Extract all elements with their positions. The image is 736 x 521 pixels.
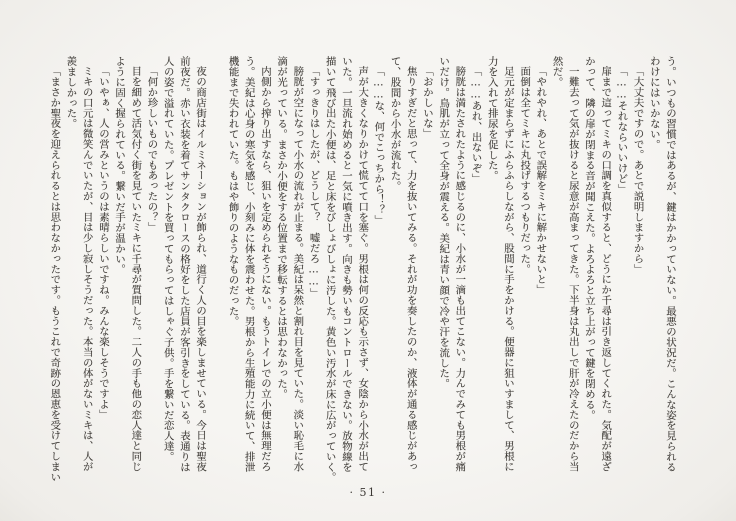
text-column: 膀胱が空になって小水の流れが止まる。美紀は呆然と割れ目を見ていた。淡い恥毛に水 bbox=[291, 66, 304, 472]
text-column: 内側から搾り出すなら、狙いを定められそうにない。もうトイレでの立小便は無理だろ bbox=[258, 66, 271, 472]
text-column: 「大丈夫ですので。あとで説明しますから」 bbox=[631, 66, 644, 275]
text-column: 「おかしいな」 bbox=[420, 66, 433, 140]
text-column: 機能まで失われていた。もはや飾りのようなものだった。 bbox=[226, 56, 239, 327]
text-column: 目を細めて活気付く街を見ていたミキに千尋が質問した。二人の手も他の恋人達と同じ bbox=[129, 66, 142, 472]
text-column: 「何か珍しいものでもあったの？」 bbox=[145, 66, 158, 233]
text-column: 「……それならいいけど」 bbox=[615, 66, 628, 195]
text-column: て、股間から小水が流れた。 bbox=[388, 56, 401, 192]
text-column: う。いつもの習慣ではあるが、鍵はかかっていない。最悪の状況だ。こんな姿を見られる bbox=[664, 56, 676, 472]
text-column: 「すっきりはしたが、どうして？ 嘘だろ……」 bbox=[307, 66, 320, 299]
text-column: 一難去って気が抜けると尿意が高まってきた。下半身は丸出しで肝が冷えたのだから当 bbox=[566, 66, 579, 472]
text-column: う。美紀は心身の寒気を感じ、小刻みに体を震わせた。男根から生殖能力に続いて、排泄 bbox=[242, 56, 255, 472]
text-column: 人の姿で溢れていた。プレゼントを買ってもらってはしゃぐ子供。手を繋いだ恋人達。 bbox=[161, 56, 174, 462]
text-column: 膀胱は満たされたように感じるのに、小水が一滴も出てこない。力んでみても男根が痛 bbox=[453, 66, 466, 472]
text-column: 滴が光っている。まさか小便をする位置まで移転するとは思わなかった。 bbox=[275, 56, 288, 400]
text-column: 描いて飛び出た小便は、足と床をびしょびしょに汚した。黄色い汚水が床に広がっていく。 bbox=[323, 56, 336, 483]
text-column: 面倒は全てミキに丸投げするつもりだった。 bbox=[518, 66, 531, 275]
text-column: わけにはいかない。 bbox=[647, 56, 660, 150]
text-column: 「……な、何でこっちから！？」 bbox=[372, 66, 385, 226]
text-column: 足元が定まらずにふらふらしながら、股間に手をかける。便器に狙いすまして、男根に bbox=[501, 66, 514, 472]
text-column: 「……あれ、出ないぞ」 bbox=[469, 66, 482, 184]
text-column: 扉まで這ってミキの口調を真似すると、どうにか千尋は引き返してくれた。気配が遠ざ bbox=[599, 66, 612, 472]
text-column: 「やれやれ、あとで誤解をミキに解かせないと」 bbox=[534, 66, 547, 296]
text-column: 「いやぁ、人の営みというのは素晴らしいですね。みんな楽しそうですよ」 bbox=[96, 66, 109, 420]
text-column: ミキの口元は微笑んでいたが、目は少し寂しそうだった。本当の体がないミキは、人が bbox=[80, 66, 93, 472]
text-column: かって、隣の扉が閉まる音が聞こえた。よろよろと立ち上がって鍵を閉める。 bbox=[582, 56, 595, 420]
text-column: いた。一旦流れ始めると一気に噴き出す。向きも勢いもコントロールできない。放物線を bbox=[339, 56, 352, 472]
text-column: 夜の商店街はイルミネーションが飾られ、道行く人の目を楽しませている。今日は聖夜 bbox=[194, 66, 207, 472]
text-column: 「まさか聖夜を迎えられるとは思わなかったです。もうこれで奇跡の恩恵を受けてしまい bbox=[48, 66, 61, 483]
text-columns bbox=[46, 56, 678, 483]
text-column: ように固く握られている。繋いだ手が温かい。 bbox=[113, 56, 126, 275]
text-column: 焦りすぎだと思って、力を抜いてみる。それが功を奏したのか、液体が通る感じがあっ bbox=[404, 66, 417, 472]
text-column: 羨ましかった。 bbox=[64, 56, 77, 129]
text-column: 然だ。 bbox=[550, 56, 563, 88]
text-column: 力を入れて排尿を促した。 bbox=[485, 56, 498, 181]
text-column: 前夜だ。赤い衣装を着てサンタクロースの格好をした店員が客引きをしている。表通りは bbox=[177, 56, 190, 472]
text-column: 声が大きくなりかけて慌てて口を塞ぐ。男根は何の反応も示さず、女陰から小水が出て bbox=[356, 66, 369, 472]
page-number: · 51 · bbox=[349, 486, 387, 499]
text-column bbox=[208, 56, 224, 472]
text-column: いだけ。鳥肌が立って全身が震える。美紀は青い顔で冷や汗を流した。 bbox=[437, 56, 450, 389]
